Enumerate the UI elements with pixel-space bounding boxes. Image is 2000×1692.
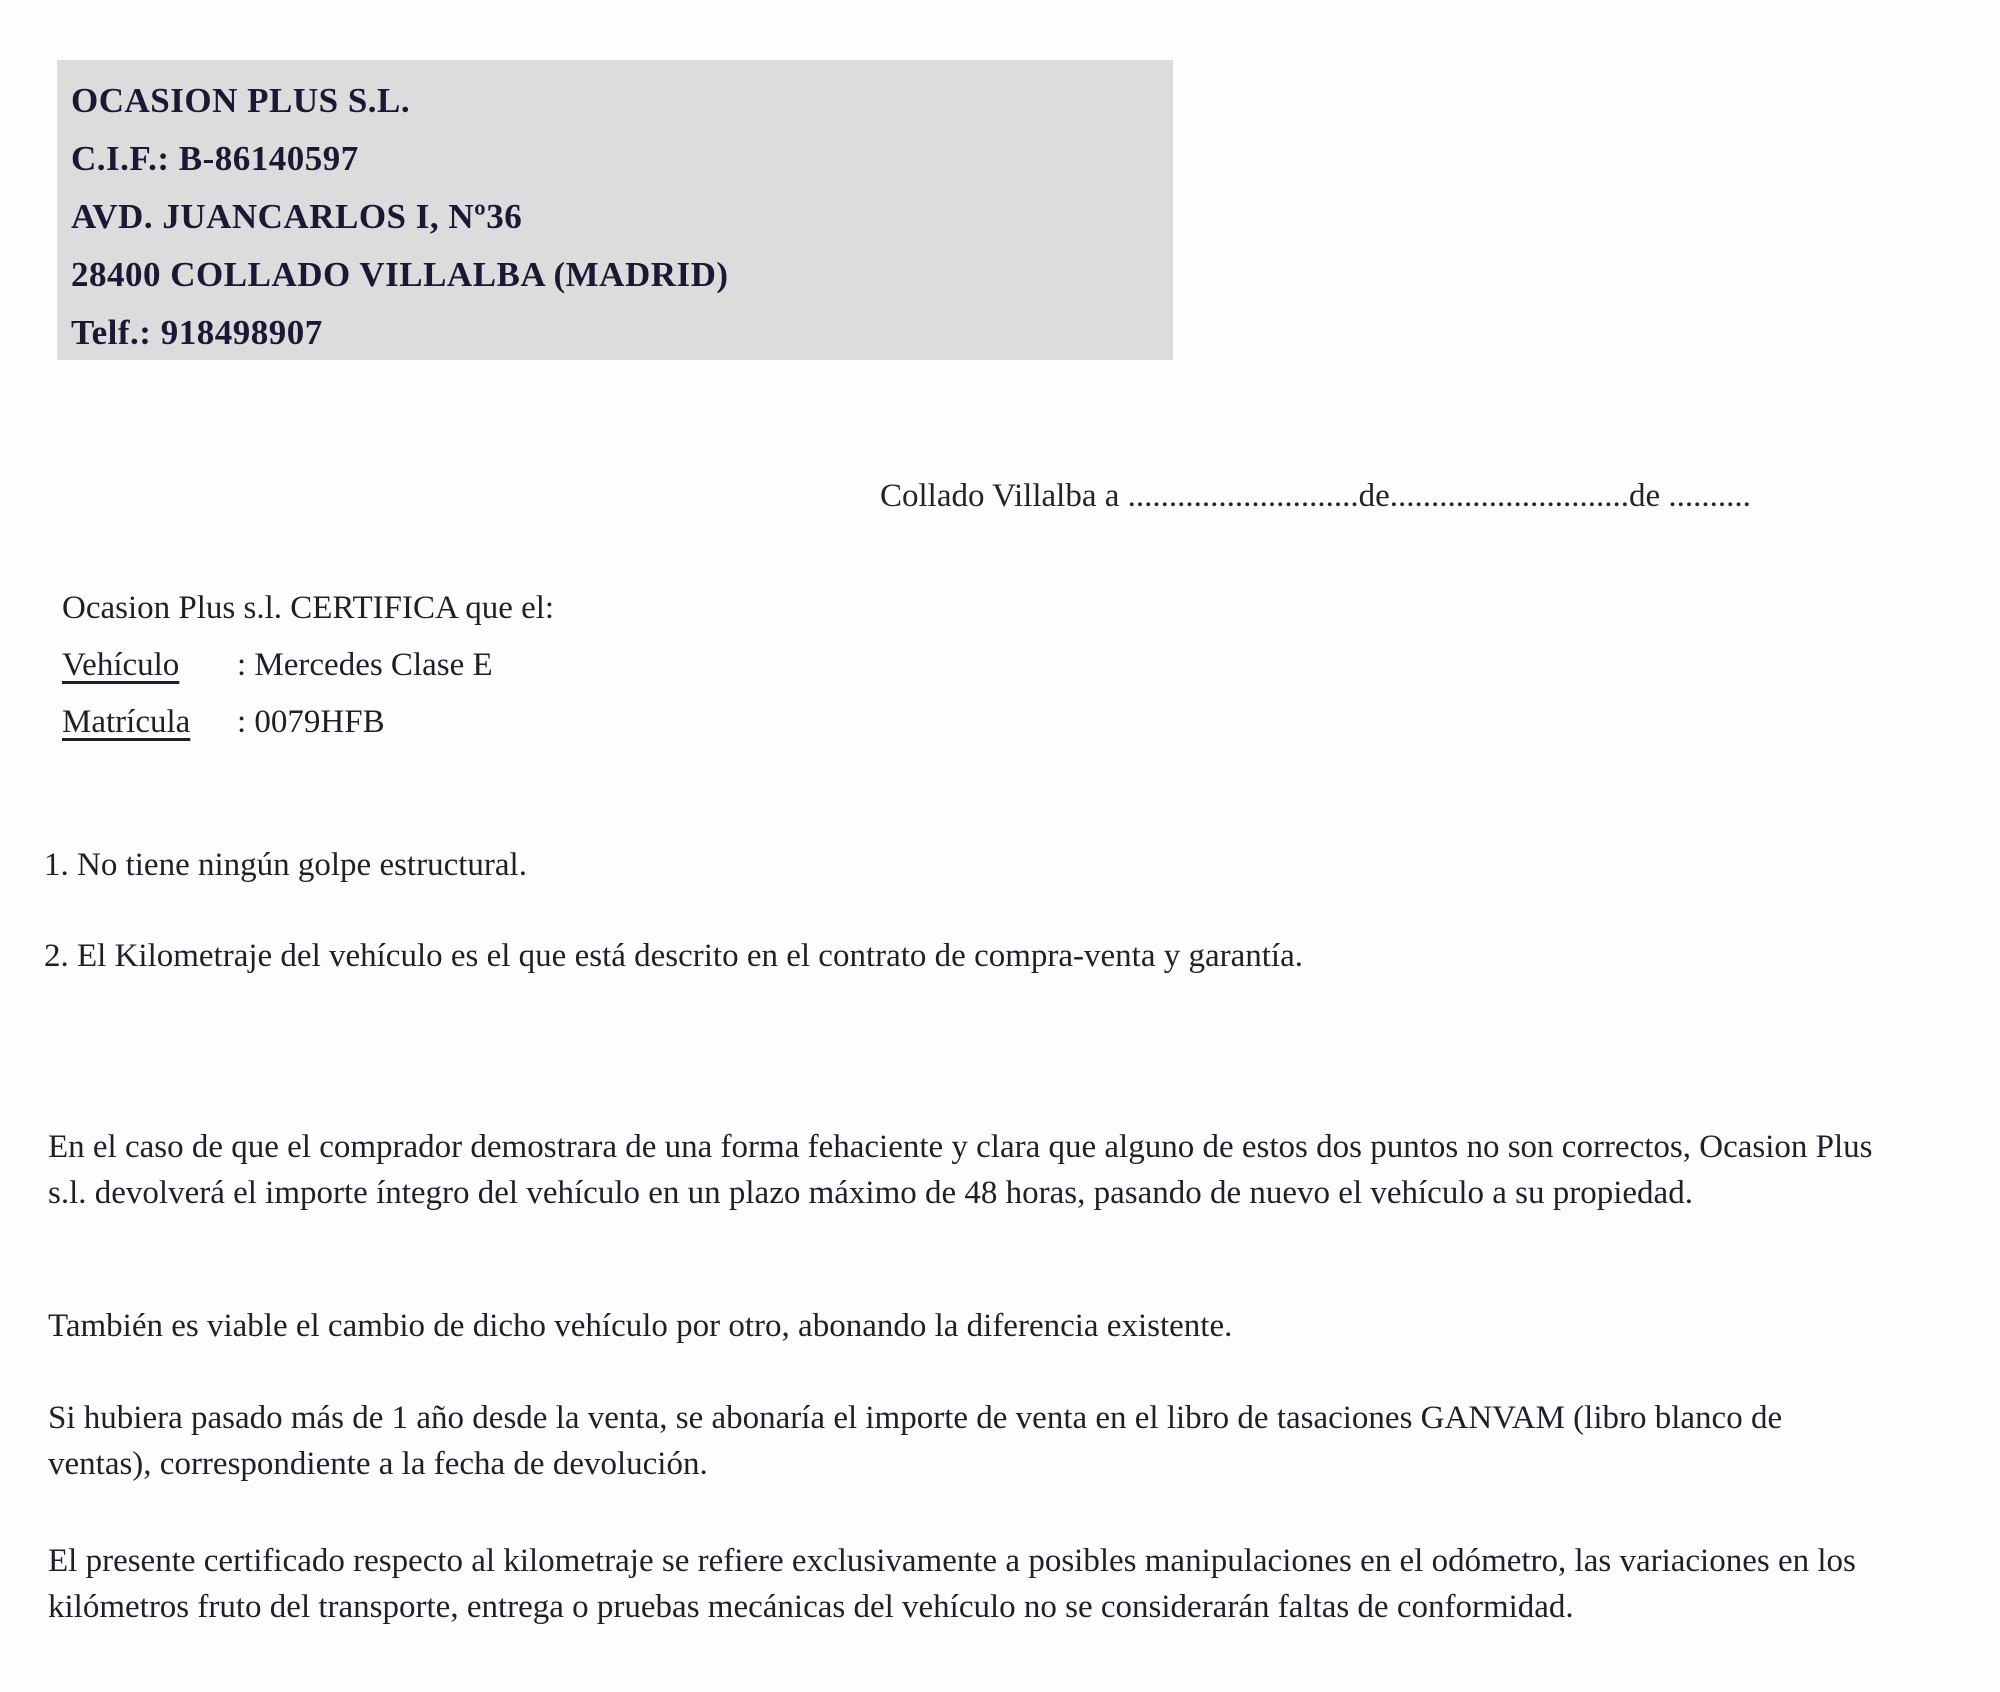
vehicle-value: : Mercedes Clase E [237, 647, 493, 683]
plate-value: : 0079HFB [237, 704, 385, 740]
plate-label: Matrícula [62, 704, 191, 740]
company-name: OCASION PLUS S.L. [71, 81, 411, 120]
paragraph-refund-policy: En el caso de que el comprador demostrara de una forma fehaciente y clara que alguno de estos dos puntos no son correctos, Ocasion Plus s.l. devolverá el importe íntegro del vehículo en un plazo máximo de 48 horas, pasando de nuevo el vehículo a su propiedad. [48, 1129, 1873, 1211]
plate-row [62, 694, 554, 751]
condition-1-no-structural-damage: 1. No tiene ningún golpe estructural. [44, 847, 527, 883]
vehicle-label: Vehículo [62, 647, 180, 683]
company-phone: Telf.: 918498907 [71, 313, 323, 352]
paragraph-exchange-option: También es viable el cambio de dicho vehículo por otro, abonando la diferencia existente. [48, 1308, 1233, 1344]
date-fill-in-line: Collado Villalba a ............................de.............................de .......... [880, 478, 1751, 514]
company-cif: C.I.F.: B-86140597 [71, 139, 359, 178]
company-city: 28400 COLLADO VILLALBA (MADRID) [71, 255, 729, 294]
vehicle-row [62, 637, 554, 694]
paragraph-odometer-disclaimer: El presente certificado respecto al kilometraje se refiere exclusivamente a posibles manipulaciones en el odómetro, las variaciones en los kilómetros fruto del transporte, entrega o pruebas mecánicas del vehículo no se considerarán faltas de conformidad. [48, 1543, 1856, 1625]
company-address: AVD. JUANCARLOS I, Nº36 [71, 197, 523, 236]
condition-2-mileage: 2. El Kilometraje del vehículo es el que está descrito en el contrato de compra-venta y garantía. [44, 938, 1303, 974]
paragraph-ganvam-valuation: Si hubiera pasado más de 1 año desde la venta, se abonaría el importe de venta en el libro de tasaciones GANVAM (libro blanco de ventas), correspondiente a la fecha de devolución. [48, 1400, 1783, 1482]
certificate-block [62, 580, 554, 751]
company-header-box [57, 60, 1173, 360]
certifies-intro-line: Ocasion Plus s.l. CERTIFICA que el: [62, 590, 555, 626]
